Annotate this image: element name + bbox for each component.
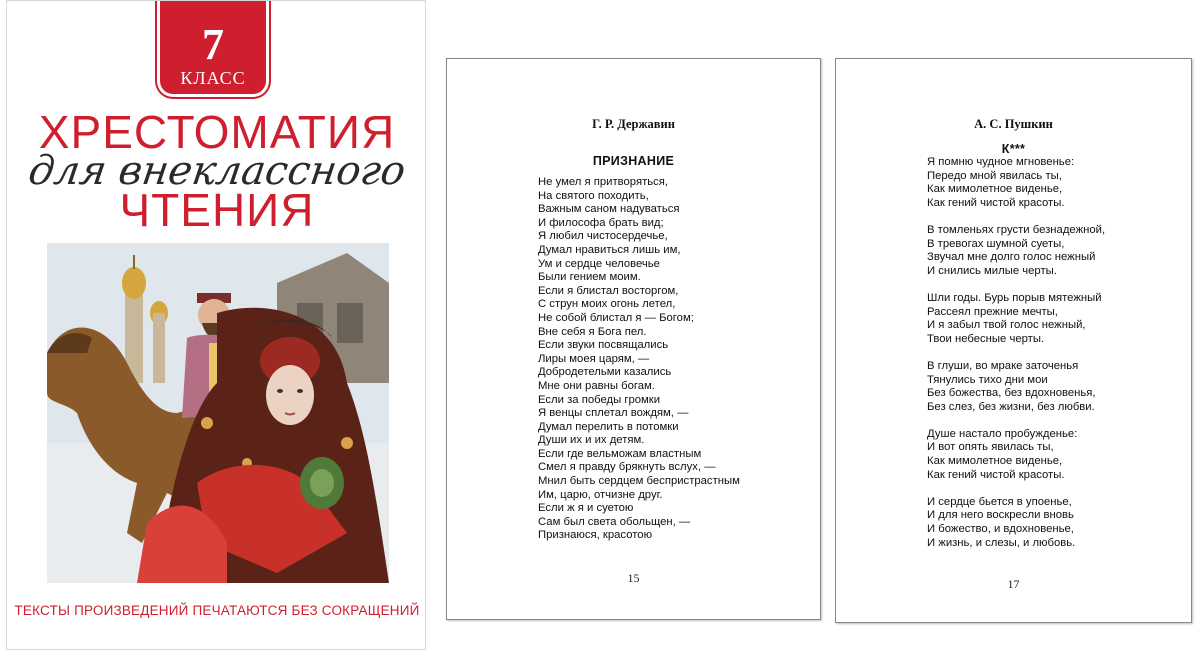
- poem-line: Думал нравиться лишь им,: [538, 243, 681, 256]
- poem-line: Передо мной явилась ты,: [927, 169, 1062, 182]
- poem-line: Как гений чистой красоты.: [927, 196, 1065, 209]
- poem-line: Я любил чистосердечье,: [538, 230, 668, 243]
- poem-line: И божество, и вдохновенье,: [927, 523, 1074, 536]
- poem-line: Ум и сердце человечье: [538, 257, 660, 270]
- stanza-break: [927, 346, 1105, 360]
- poem-line: Как мимолетное виденье,: [927, 183, 1063, 196]
- poem-line: Не умел я притворяться,: [538, 176, 669, 188]
- poem-line: Если за победы громки: [538, 393, 661, 406]
- page-number: 17: [1007, 577, 1020, 591]
- poem-line: Если я блистал восторгом,: [538, 284, 679, 297]
- stanza-break: [927, 278, 1105, 292]
- cover-illustration: [47, 243, 389, 583]
- cover-title-script: для внеклассного: [25, 148, 409, 194]
- poem-line: Душе настало пробужденье:: [927, 427, 1078, 440]
- poem-line: И вот опять явилась ты,: [927, 441, 1054, 454]
- poem-line: Я помню чудное мгновенье:: [927, 156, 1075, 168]
- stanza-break: [927, 482, 1105, 496]
- grade-badge: [157, 1, 269, 97]
- poem-text: [538, 176, 740, 543]
- poem-line: Признаюся, красотою: [538, 529, 653, 542]
- cover-title-main: ХРЕСТОМАТИЯ: [38, 106, 396, 158]
- poem-line: И жизнь, и слезы, и любовь.: [927, 536, 1076, 549]
- poem-line: Как мимолетное виденье,: [927, 455, 1063, 468]
- page-derzhavin: [446, 58, 821, 620]
- poem-line: Без божества, без вдохновенья,: [927, 387, 1096, 400]
- cover-footer-text: ТЕКСТЫ ПРОИЗВЕДЕНИЙ ПЕЧАТАЮТСЯ БЕЗ СОКРАЩЕНИЙ: [14, 603, 420, 618]
- poem-title: К***: [1001, 142, 1026, 156]
- poem-line: С струн моих огонь летел,: [538, 298, 676, 311]
- poem-line: Рассеял прежние мечты,: [927, 305, 1058, 318]
- poem-line: Важным саном надуваться: [538, 203, 680, 216]
- poem-line: Сам был света обольщен, —: [538, 515, 691, 528]
- poem-line: И философа брать вид;: [538, 216, 664, 229]
- poem-line: Если звуки посвящались: [538, 339, 669, 352]
- poem-line: Если ж я и суетою: [538, 502, 634, 515]
- poem-line: Как гений чистой красоты.: [927, 468, 1065, 481]
- poem-line: В тревогах шумной суеты,: [927, 237, 1065, 250]
- book-cover: [6, 0, 426, 650]
- cover-title-sub: ЧТЕНИЯ: [119, 184, 315, 236]
- poem-line: Смел я правду брякнуть вслух, —: [538, 461, 716, 474]
- poem-line: И сердце бьется в упоенье,: [927, 495, 1072, 508]
- poem-line: Я венцы сплетал вождям, —: [538, 407, 689, 420]
- poem-line: Лиры моея царям, —: [538, 352, 650, 365]
- poem-line: И снились милые черты.: [927, 264, 1057, 277]
- poem-line: Добродетельми казались: [538, 366, 672, 379]
- page-pushkin: [835, 58, 1192, 623]
- grade-word: КЛАСС: [180, 68, 246, 88]
- author-name: Г. Р. Державин: [592, 117, 675, 131]
- poem-title: ПРИЗНАНИЕ: [592, 154, 675, 168]
- poem-line: Не собой блистал я — Богом;: [538, 311, 694, 324]
- poem-line: Мне они равны богам.: [538, 379, 655, 392]
- page-number: 15: [627, 571, 640, 585]
- poem-text: [927, 156, 1105, 550]
- poem-line: Твои небесные черты.: [927, 332, 1045, 345]
- poem-line: Вне себя я Бога пел.: [538, 325, 647, 338]
- grade-number: 7: [202, 20, 224, 69]
- poem-line: Звучал мне долго голос нежный: [927, 251, 1096, 264]
- stanza-break: [927, 210, 1105, 224]
- poem-line: Им, царю, отчизне друг.: [538, 488, 663, 501]
- poem-line: Были гением моим.: [538, 271, 641, 284]
- poem-line: Тянулись тихо дни мои: [927, 373, 1048, 386]
- author-name: А. С. Пушкин: [974, 117, 1053, 131]
- poem-line: В глуши, во мраке заточенья: [927, 359, 1079, 372]
- poem-line: Души их и их детям.: [538, 434, 645, 447]
- poem-line: Мнил быть сердцем беспристрастным: [538, 475, 740, 488]
- poem-line: Без слез, без жизни, без любви.: [927, 400, 1095, 413]
- poem-line: Шли годы. Бурь порыв мятежный: [927, 291, 1102, 304]
- poem-line: Думал перелить в потомки: [538, 420, 679, 433]
- poem-line: На святого походить,: [538, 189, 649, 202]
- poem-line: В томленьях грусти безнадежной,: [927, 223, 1106, 236]
- stanza-break: [927, 414, 1105, 428]
- poem-line: И я забыл твой голос нежный,: [927, 319, 1086, 332]
- poem-line: Если где вельможам властным: [538, 447, 702, 460]
- poem-line: И для него воскресли вновь: [927, 509, 1074, 522]
